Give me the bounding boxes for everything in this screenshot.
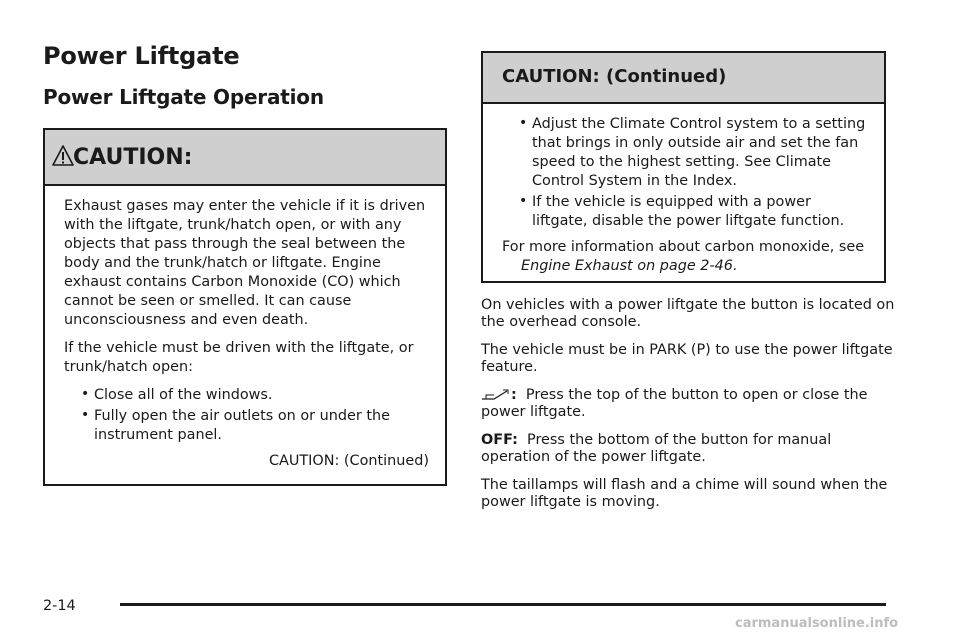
caution-bullet: • Close all of the windows. xyxy=(94,386,429,405)
caution-continued-box xyxy=(481,51,886,283)
caution-title: CAUTION: (Continued) xyxy=(502,66,727,87)
paragraph: The taillamps will flash and a chime will sound when the power liftgate is moving. xyxy=(481,477,888,510)
paragraph-text: Press the bottom of the button for manual operation of the power liftgate. xyxy=(481,432,832,465)
caution-list xyxy=(502,115,870,231)
caution-box xyxy=(43,128,447,486)
caution-bullet: • Fully open the air outlets on or under the instrument panel. xyxy=(94,407,429,445)
caution-body xyxy=(483,104,884,276)
paragraph xyxy=(481,387,901,421)
page-title: Power Liftgate xyxy=(43,42,240,70)
caution-continued-note: CAUTION: (Continued) xyxy=(268,453,429,469)
cross-reference: Engine Exhaust on page 2-46. xyxy=(521,258,738,274)
footer-rule xyxy=(120,603,886,606)
paragraph-text: Press the top of the button to open or close the power liftgate. xyxy=(481,387,868,420)
caution-bullet: • If the vehicle is equipped with a power liftgate, disable the power liftgate function. xyxy=(532,193,870,231)
caution-paragraph: If the vehicle must be driven with the liftgate, or trunk/hatch open: xyxy=(64,340,414,375)
paragraph: On vehicles with a power liftgate the button is located on the overhead console. xyxy=(481,297,895,330)
caution-header xyxy=(45,130,445,186)
paragraph: The vehicle must be in PARK (P) to use the power liftgate feature. xyxy=(481,342,893,375)
paragraph xyxy=(481,432,901,466)
caution-header xyxy=(483,53,884,104)
section-heading: Power Liftgate Operation xyxy=(43,85,324,109)
page-number: 2-14 xyxy=(43,598,76,614)
icon-label: : xyxy=(511,387,517,403)
watermark: carmanualsonline.info xyxy=(735,616,899,631)
caution-paragraph: For more information about carbon monoxide, see xyxy=(502,239,865,255)
caution-paragraph: Exhaust gases may enter the vehicle if it is driven with the liftgate, trunk/hatch open, or with any objects that pass through the seal between the body and the trunk/hatch or liftgate. Engine exhaust contains Carbon Monoxide (CO) which cannot be seen or smelled. It can cause unconsciousness and even death. xyxy=(64,198,426,328)
body-text xyxy=(481,297,901,522)
caution-bullet: • Adjust the Climate Control system to a setting that brings in only outside air and set the fan speed to the highest setting. See Climate Control System in the Index. xyxy=(532,115,870,191)
caution-list xyxy=(64,386,429,445)
off-label: OFF: xyxy=(481,432,518,448)
caution-title: CAUTION: xyxy=(73,145,193,170)
liftgate-icon xyxy=(481,389,509,401)
caution-body xyxy=(45,186,445,471)
warning-triangle-icon xyxy=(52,144,74,168)
